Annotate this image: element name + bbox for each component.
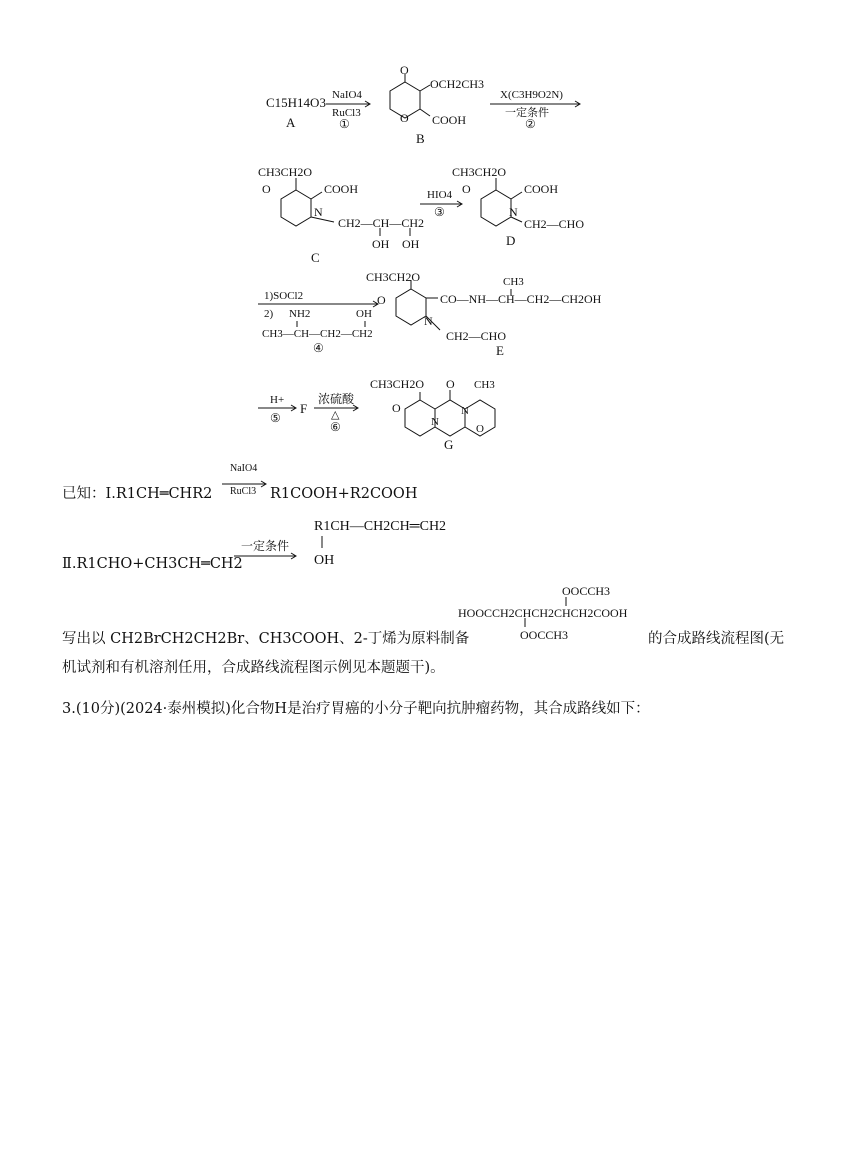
d-chain: CH2—CHO (524, 217, 585, 231)
compound-f-label: F (300, 401, 308, 416)
compound-b-label: B (416, 131, 425, 146)
known-i-product: R1COOH+R2COOH (270, 486, 418, 502)
target-top: OOCCH3 (562, 584, 611, 598)
d-cooh: COOH (524, 182, 559, 196)
arrow5-top: H+ (270, 394, 285, 406)
e-ch3: CH3 (503, 276, 524, 288)
e-n: N (424, 314, 433, 328)
compound-a-formula: C15H14O3 (266, 95, 326, 110)
arrow1-top: NaIO4 (332, 89, 362, 101)
arrow2-bottom: 一定条件 (505, 107, 549, 119)
arrow4-step: ④ (313, 341, 324, 355)
b-ring-o: O (400, 111, 409, 125)
compound-g-label: G (444, 437, 454, 452)
arrow6-top: 浓硫酸 (318, 392, 355, 406)
arrow4-chain: CH3—CH—CH2—CH2 (262, 328, 373, 340)
arrow1-bottom: RuCl3 (332, 107, 361, 119)
question-line-1-start: 写出以 CH2BrCH2CH2Br、CH3COOH、2-丁烯为原料制备 (62, 631, 470, 647)
b-cooh: COOH (432, 113, 467, 127)
arrow2-step: ② (525, 117, 536, 131)
known-i-left: 已知：Ⅰ.R1CH═CHR2 (62, 486, 213, 502)
g-n-2: N (461, 405, 469, 417)
arrow1-step: ① (339, 117, 350, 131)
c-n: N (314, 205, 323, 219)
next-question: 3.(10分)(2024·泰州模拟)化合物H是治疗胃癌的小分子靶向抗肿瘤药物，其合成路线如下： (62, 701, 650, 717)
g-amide-o: O (446, 377, 455, 391)
arrow4-oh: OH (356, 308, 372, 320)
arrow5-step: ⑤ (270, 411, 281, 425)
arrow2-top: X(C3H9O2N) (500, 89, 563, 101)
arrow4-line2: 2) (264, 308, 274, 320)
g-ch3: CH3 (474, 379, 495, 391)
compound-e-label: E (496, 343, 504, 358)
b-substituent: OCH2CH3 (430, 77, 485, 91)
c-cooh: COOH (324, 182, 359, 196)
question-line-1-end: 的合成路线流程图(无 (648, 631, 785, 647)
c-oh-1: OH (372, 237, 390, 251)
c-chain: CH2—CH—CH2 (338, 216, 425, 230)
arrow3-top: HIO4 (427, 189, 453, 201)
d-substituent: CH3CH2O (452, 165, 507, 179)
known-ii-left: Ⅱ.R1CHO+CH3CH═CH2 (62, 556, 243, 572)
c-keto-o: O (262, 182, 271, 196)
target-main: HOOCCH2CHCH2CHCH2COOH (458, 606, 628, 620)
arrow6-mid: △ (331, 409, 340, 421)
e-amide-chain: CO—NH—CH—CH2—CH2OH (440, 292, 602, 306)
c-oh-2: OH (402, 237, 420, 251)
known-ii-product-top: R1CH—CH2CH═CH2 (314, 519, 447, 534)
compound-a-label: A (286, 115, 296, 130)
g-keto-o: O (392, 401, 401, 415)
arrow4-top: 1)SOCl2 (264, 290, 304, 302)
b-keto-o: O (400, 63, 409, 77)
c-substituent: CH3CH2O (258, 165, 313, 179)
d-n: N (509, 205, 518, 219)
e-chain: CH2—CHO (446, 329, 507, 343)
arrow6-step: ⑥ (330, 420, 341, 434)
g-n-1: N (431, 416, 439, 428)
d-keto-o: O (462, 182, 471, 196)
g-substituent: CH3CH2O (370, 377, 425, 391)
known-i-cond-top: NaIO4 (230, 463, 258, 474)
arrow3-step: ③ (434, 205, 445, 219)
compound-d-label: D (506, 233, 516, 248)
e-substituent: CH3CH2O (366, 270, 421, 284)
e-keto-o: O (377, 293, 386, 307)
known-ii-graphic (0, 508, 860, 588)
known-i-cond-bottom: RuCl3 (230, 486, 257, 497)
known-ii-product-oh: OH (314, 553, 335, 568)
arrow4-nh2: NH2 (289, 308, 311, 320)
compound-c-label: C (311, 250, 320, 265)
target-bottom: OOCCH3 (520, 628, 569, 642)
g-ring-o: O (476, 423, 484, 435)
question-line-2: 机试剂和有机溶剂任用，合成路线流程图示例见本题题干)。 (62, 660, 445, 676)
known-ii-cond: 一定条件 (241, 539, 290, 553)
